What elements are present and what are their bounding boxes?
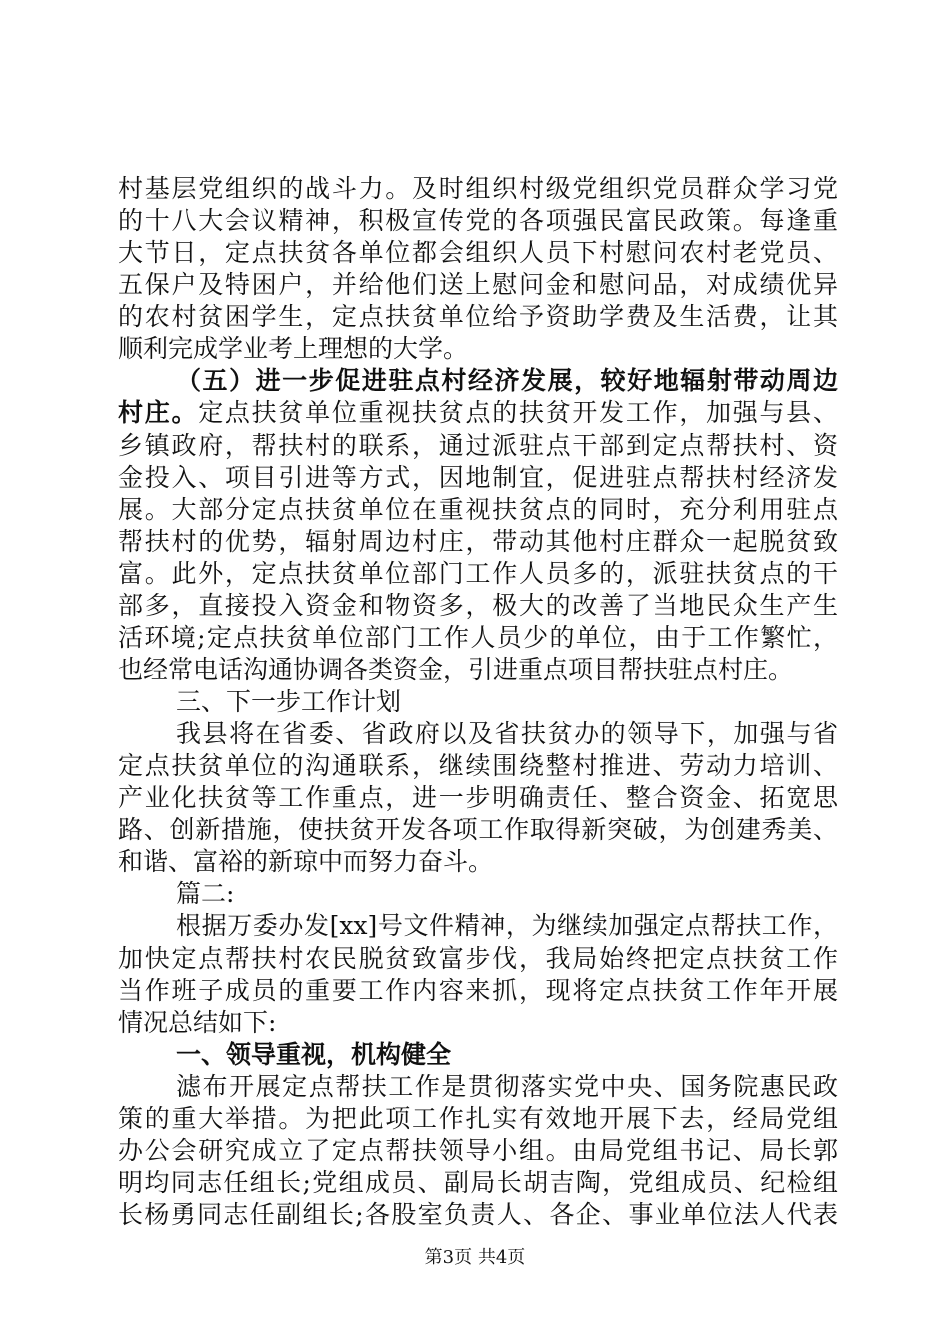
paragraph-line: 和谐、富裕的新琼中而努力奋斗。: [118, 847, 494, 877]
paragraph-line: 乡镇政府，帮扶村的联系，通过派驻点干部到定点帮扶村、资: [118, 430, 838, 460]
paragraph-line: 大节日，定点扶贫各单位都会组织人员下村慰问农村老党员、: [118, 238, 838, 268]
paragraph-line: 明均同志任组长;党组成员、副局长胡吉陶，党组成员、纪检组: [118, 1167, 838, 1197]
paragraph-line: 展。大部分定点扶贫单位在重视扶贫点的同时，充分利用驻点: [118, 494, 838, 524]
paragraph-line: 长杨勇同志任副组长;各股室负责人、各企、事业单位法人代表: [118, 1200, 838, 1229]
paragraph-line: 路、创新措施，使扶贫开发各项工作取得新突破，为创建秀美、: [118, 815, 838, 845]
paragraph-line: 也经常电话沟通协调各类资金，引进重点项目帮扶驻点村庄。: [118, 654, 794, 684]
paragraph-line: 当作班子成员的重要工作内容来抓，现将定点扶贫工作年开展: [118, 975, 838, 1005]
paragraph-line: 情况总结如下:: [118, 1007, 277, 1037]
paragraph-line: 策的重大举措。为把此项工作扎实有效地开展下去，经局党组: [118, 1103, 838, 1133]
section-heading-line: （五）进一步促进驻点村经济发展，较好地辐射带动周边: [176, 366, 838, 396]
paragraph-line: 部多，直接投入资金和物资多，极大的改善了当地民众生产生: [118, 590, 838, 620]
paragraph-line: 五保户及特困户，并给他们送上慰问金和慰问品，对成绩优异: [118, 270, 838, 300]
paragraph-line: 村基层党组织的战斗力。及时组织村级党组织党员群众学习党: [118, 174, 838, 203]
paragraph-line: 顺利完成学业考上理想的大学。: [118, 334, 469, 364]
paragraph-line: 滤布开展定点帮扶工作是贯彻落实党中央、国务院惠民政: [176, 1071, 838, 1101]
paragraph-line: 我县将在省委、省政府以及省扶贫办的领导下，加强与省: [176, 719, 838, 749]
paragraph-line: 富。此外，定点扶贫单位部门工作人员多的，派驻扶贫点的干: [118, 558, 838, 588]
page-footer: 第3页 共4页: [424, 1247, 526, 1268]
paragraph-line: 帮扶村的优势，辐射周边村庄，带动其他村庄群众一起脱贫致: [118, 526, 838, 556]
paragraph-line: 加快定点帮扶村农民脱贫致富步伐，我局始终把定点扶贫工作: [118, 943, 838, 973]
paragraph-line: 产业化扶贫等工作重点，进一步明确责任、整合资金、拓宽思: [118, 783, 838, 813]
paragraph-text: 定点扶贫单位重视扶贫点的扶贫开发工作，加强与县、: [198, 398, 838, 428]
section-heading: 一、领导重视，机构健全: [176, 1039, 452, 1069]
chapter-label: 篇二:: [176, 879, 235, 909]
paragraph-line: 定点扶贫单位的沟通联系，继续围绕整村推进、劳动力培训、: [118, 751, 838, 781]
paragraph-line: 金投入、项目引进等方式，因地制宜，促进驻点帮扶村经济发: [118, 462, 838, 492]
paragraph-line: 根据万委办发[xx]号文件精神，为继续加强定点帮扶工作，: [176, 911, 838, 941]
section-heading: 三、下一步工作计划: [176, 687, 402, 716]
paragraph-line: 办公会研究成立了定点帮扶领导小组。由局党组书记、局长郭: [118, 1135, 838, 1165]
section-heading-tail: 村庄。: [118, 398, 199, 428]
paragraph-line: 的农村贫困学生，定点扶贫单位给予资助学费及生活费，让其: [118, 302, 838, 332]
paragraph-line: 的十八大会议精神，积极宣传党的各项强民富民政策。每逢重: [118, 206, 838, 236]
paragraph-line: 活环境;定点扶贫单位部门工作人员少的单位，由于工作繁忙，: [118, 622, 838, 652]
